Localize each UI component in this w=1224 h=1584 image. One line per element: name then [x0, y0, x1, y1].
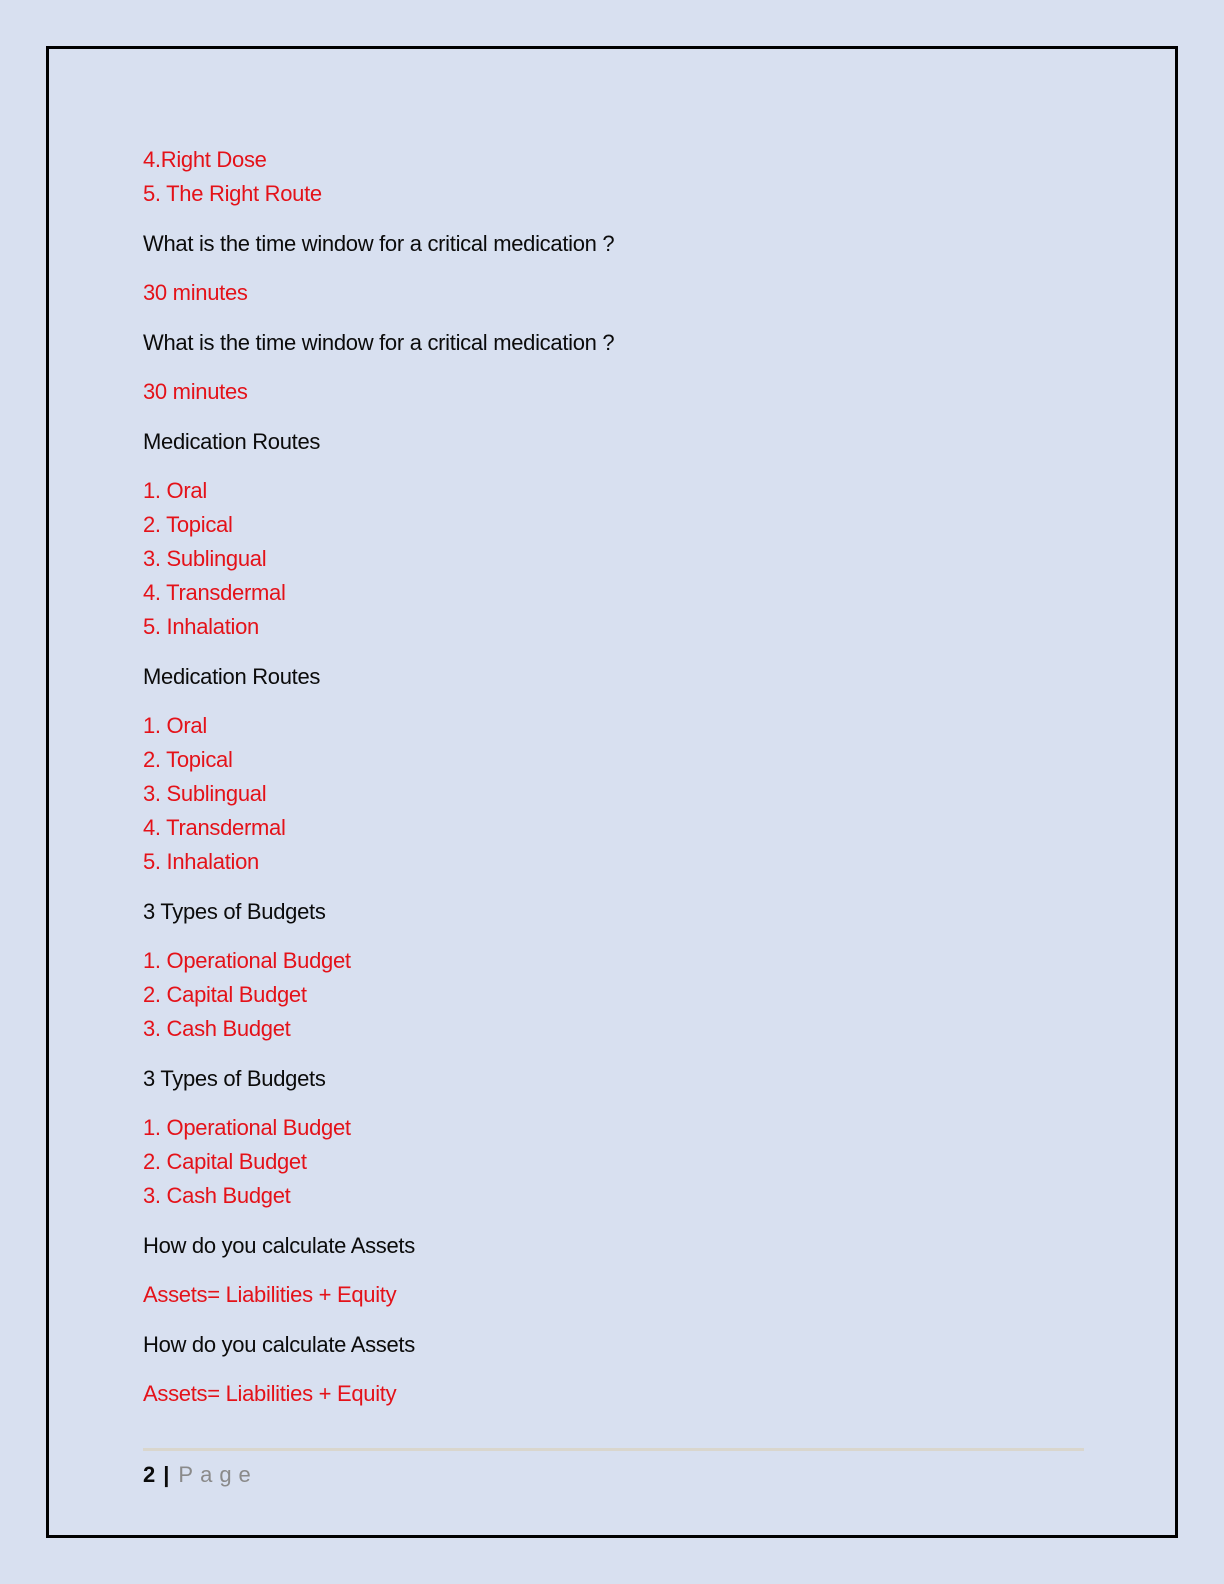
text-line: 5. Inhalation	[143, 614, 259, 639]
text-line: Assets= Liabilities + Equity	[143, 1282, 397, 1307]
text-line: 3 Types of Budgets	[143, 898, 326, 924]
text-line: How do you calculate Assets	[143, 1331, 415, 1357]
paragraph-block	[143, 1111, 1083, 1213]
text-line: Assets= Liabilities + Equity	[143, 1381, 397, 1406]
footer-page-number: 2	[143, 1462, 156, 1487]
text-line: 30 minutes	[143, 379, 248, 404]
text-line: 2. Topical	[143, 512, 233, 537]
text-line: 3. Sublingual	[143, 546, 267, 571]
paragraph-block	[143, 143, 1083, 211]
paragraph-block	[143, 474, 1083, 644]
paragraph-block	[143, 895, 1083, 929]
text-line: 30 minutes	[143, 280, 248, 305]
text-line: 5. Inhalation	[143, 849, 259, 874]
footer-page-label: Page	[178, 1462, 258, 1487]
text-line: 3. Sublingual	[143, 781, 267, 806]
paragraph-block	[143, 425, 1083, 459]
text-line: What is the time window for a critical medication ?	[143, 329, 615, 355]
paragraph-block	[143, 1278, 1083, 1312]
text-line: 3. Cash Budget	[143, 1183, 291, 1208]
paragraph-block	[143, 1328, 1083, 1362]
footer-separator: |	[163, 1462, 170, 1487]
text-line: 2. Capital Budget	[143, 982, 307, 1007]
footer-rule	[143, 1448, 1084, 1451]
text-line: 2. Topical	[143, 747, 233, 772]
text-line: What is the time window for a critical medication ?	[143, 230, 615, 256]
text-line: 4.Right Dose	[143, 147, 267, 172]
text-line: 3. Cash Budget	[143, 1016, 291, 1041]
paragraph-block	[143, 276, 1083, 310]
paragraph-block	[143, 1062, 1083, 1096]
text-line: 1. Oral	[143, 478, 207, 503]
paragraph-block	[143, 1377, 1083, 1411]
text-line: 2. Capital Budget	[143, 1149, 307, 1174]
footer-text	[143, 1461, 1084, 1489]
paragraph-block	[143, 944, 1083, 1046]
text-line: Medication Routes	[143, 663, 321, 689]
text-line: 3 Types of Budgets	[143, 1065, 326, 1091]
text-line: 1. Oral	[143, 713, 207, 738]
paragraph-block	[143, 709, 1083, 879]
paragraph-block	[143, 227, 1083, 261]
paragraph-block	[143, 326, 1083, 360]
paragraph-block	[143, 1229, 1083, 1263]
text-line: 4. Transdermal	[143, 815, 286, 840]
text-line: 1. Operational Budget	[143, 1115, 351, 1140]
text-line: 4. Transdermal	[143, 580, 286, 605]
text-line: 1. Operational Budget	[143, 948, 351, 973]
document-content	[143, 143, 1083, 1427]
text-line: How do you calculate Assets	[143, 1232, 415, 1258]
paragraph-block	[143, 660, 1083, 694]
text-line: Medication Routes	[143, 428, 321, 454]
paragraph-block	[143, 375, 1083, 409]
text-line: 5. The Right Route	[143, 181, 322, 206]
page-footer	[143, 1448, 1084, 1489]
